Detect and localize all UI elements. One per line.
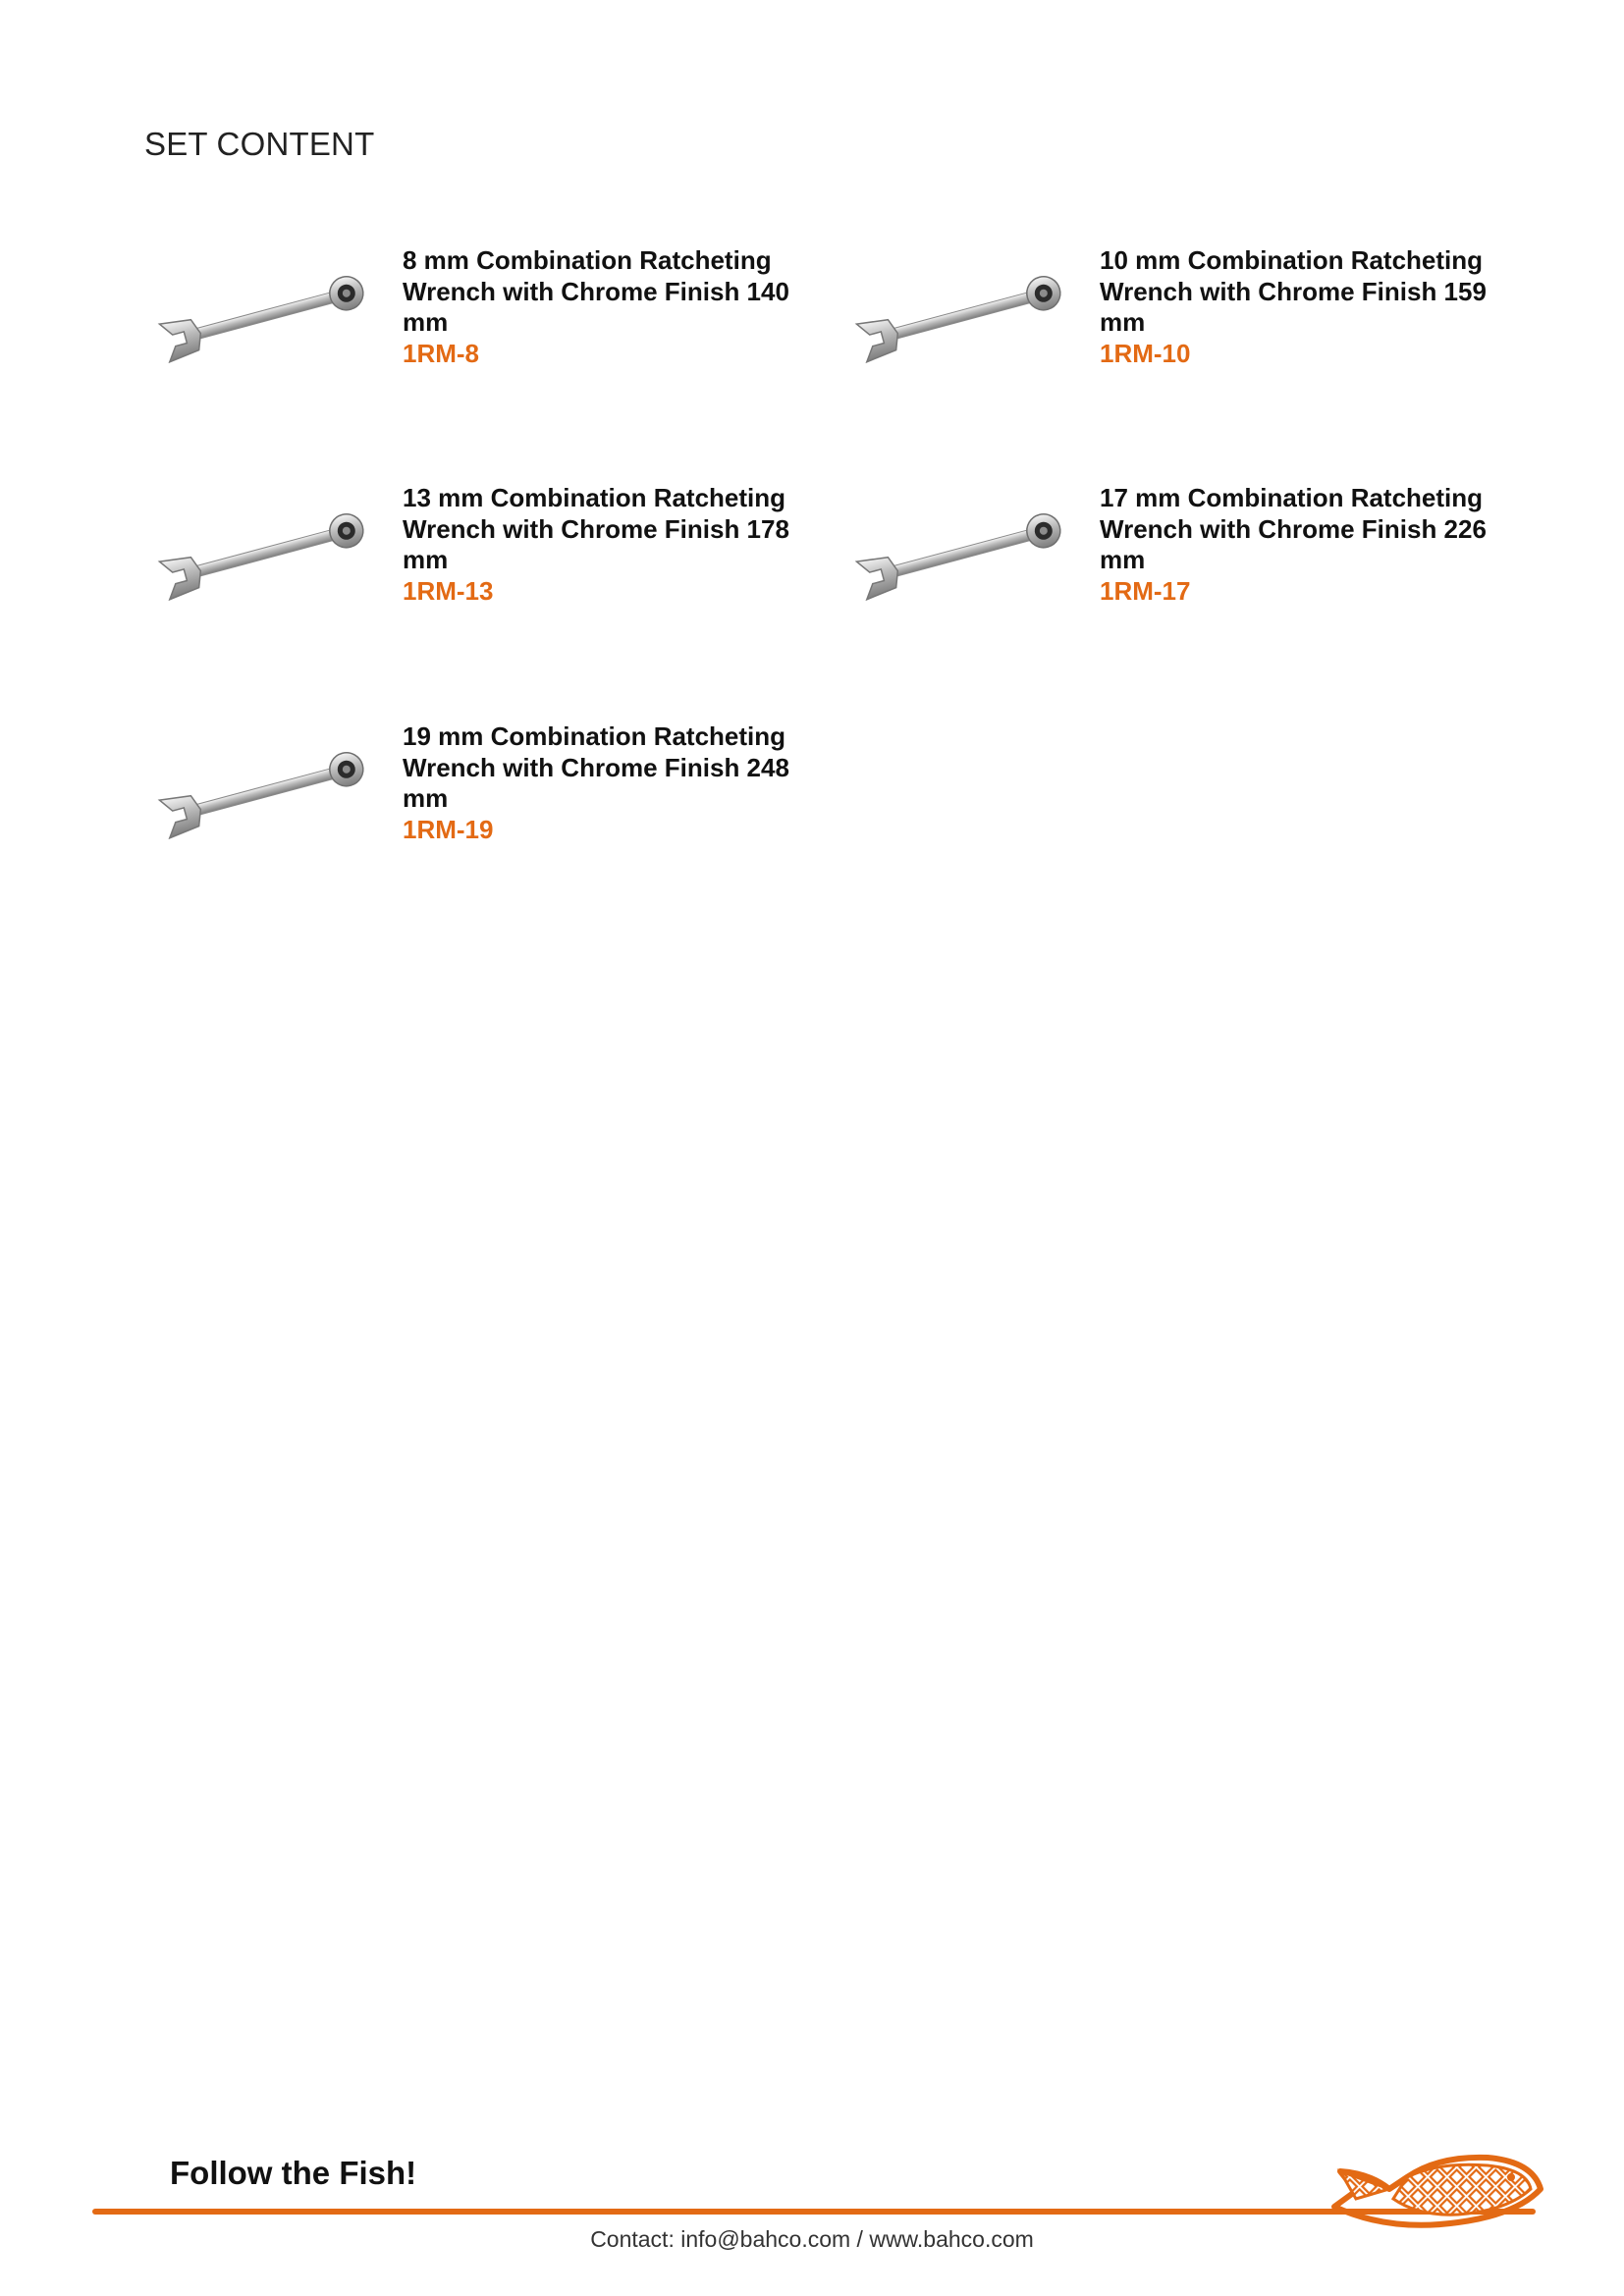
list-item bbox=[844, 245, 1487, 442]
product-name: 10 mm Combination Ratcheting Wrench with Chrome Finish 159 mm bbox=[1100, 245, 1487, 337]
contact-info: Contact: info@bahco.com / www.bahco.com bbox=[590, 2226, 1034, 2252]
wrench-image bbox=[844, 257, 1080, 375]
product-name: 13 mm Combination Ratcheting Wrench with Chrome Finish 178 mm bbox=[403, 483, 789, 574]
product-code-link[interactable]: 1RM-13 bbox=[403, 575, 494, 606]
product-code-link[interactable]: 1RM-8 bbox=[403, 338, 480, 368]
wrench-image bbox=[147, 733, 383, 851]
product-code-link[interactable]: 1RM-19 bbox=[403, 814, 494, 844]
product-code-link[interactable]: 1RM-17 bbox=[1100, 575, 1191, 606]
list-item bbox=[147, 721, 789, 918]
list-item bbox=[844, 483, 1487, 679]
product-name: 19 mm Combination Ratcheting Wrench with Chrome Finish 248 mm bbox=[403, 721, 789, 813]
wrench-image bbox=[147, 257, 383, 375]
wrench-image bbox=[844, 495, 1080, 613]
list-item bbox=[147, 245, 789, 442]
section-title: SET CONTENT bbox=[144, 126, 375, 162]
footer-divider bbox=[92, 2209, 1536, 2215]
product-code-link[interactable]: 1RM-10 bbox=[1100, 338, 1191, 368]
footer-slogan: Follow the Fish! bbox=[170, 2155, 417, 2191]
product-name: 17 mm Combination Ratcheting Wrench with Chrome Finish 226 mm bbox=[1100, 483, 1487, 574]
bahco-fish-logo-icon bbox=[1330, 2138, 1546, 2236]
product-name: 8 mm Combination Ratcheting Wrench with Chrome Finish 140 mm bbox=[403, 245, 789, 337]
wrench-image bbox=[147, 495, 383, 613]
list-item bbox=[147, 483, 789, 679]
